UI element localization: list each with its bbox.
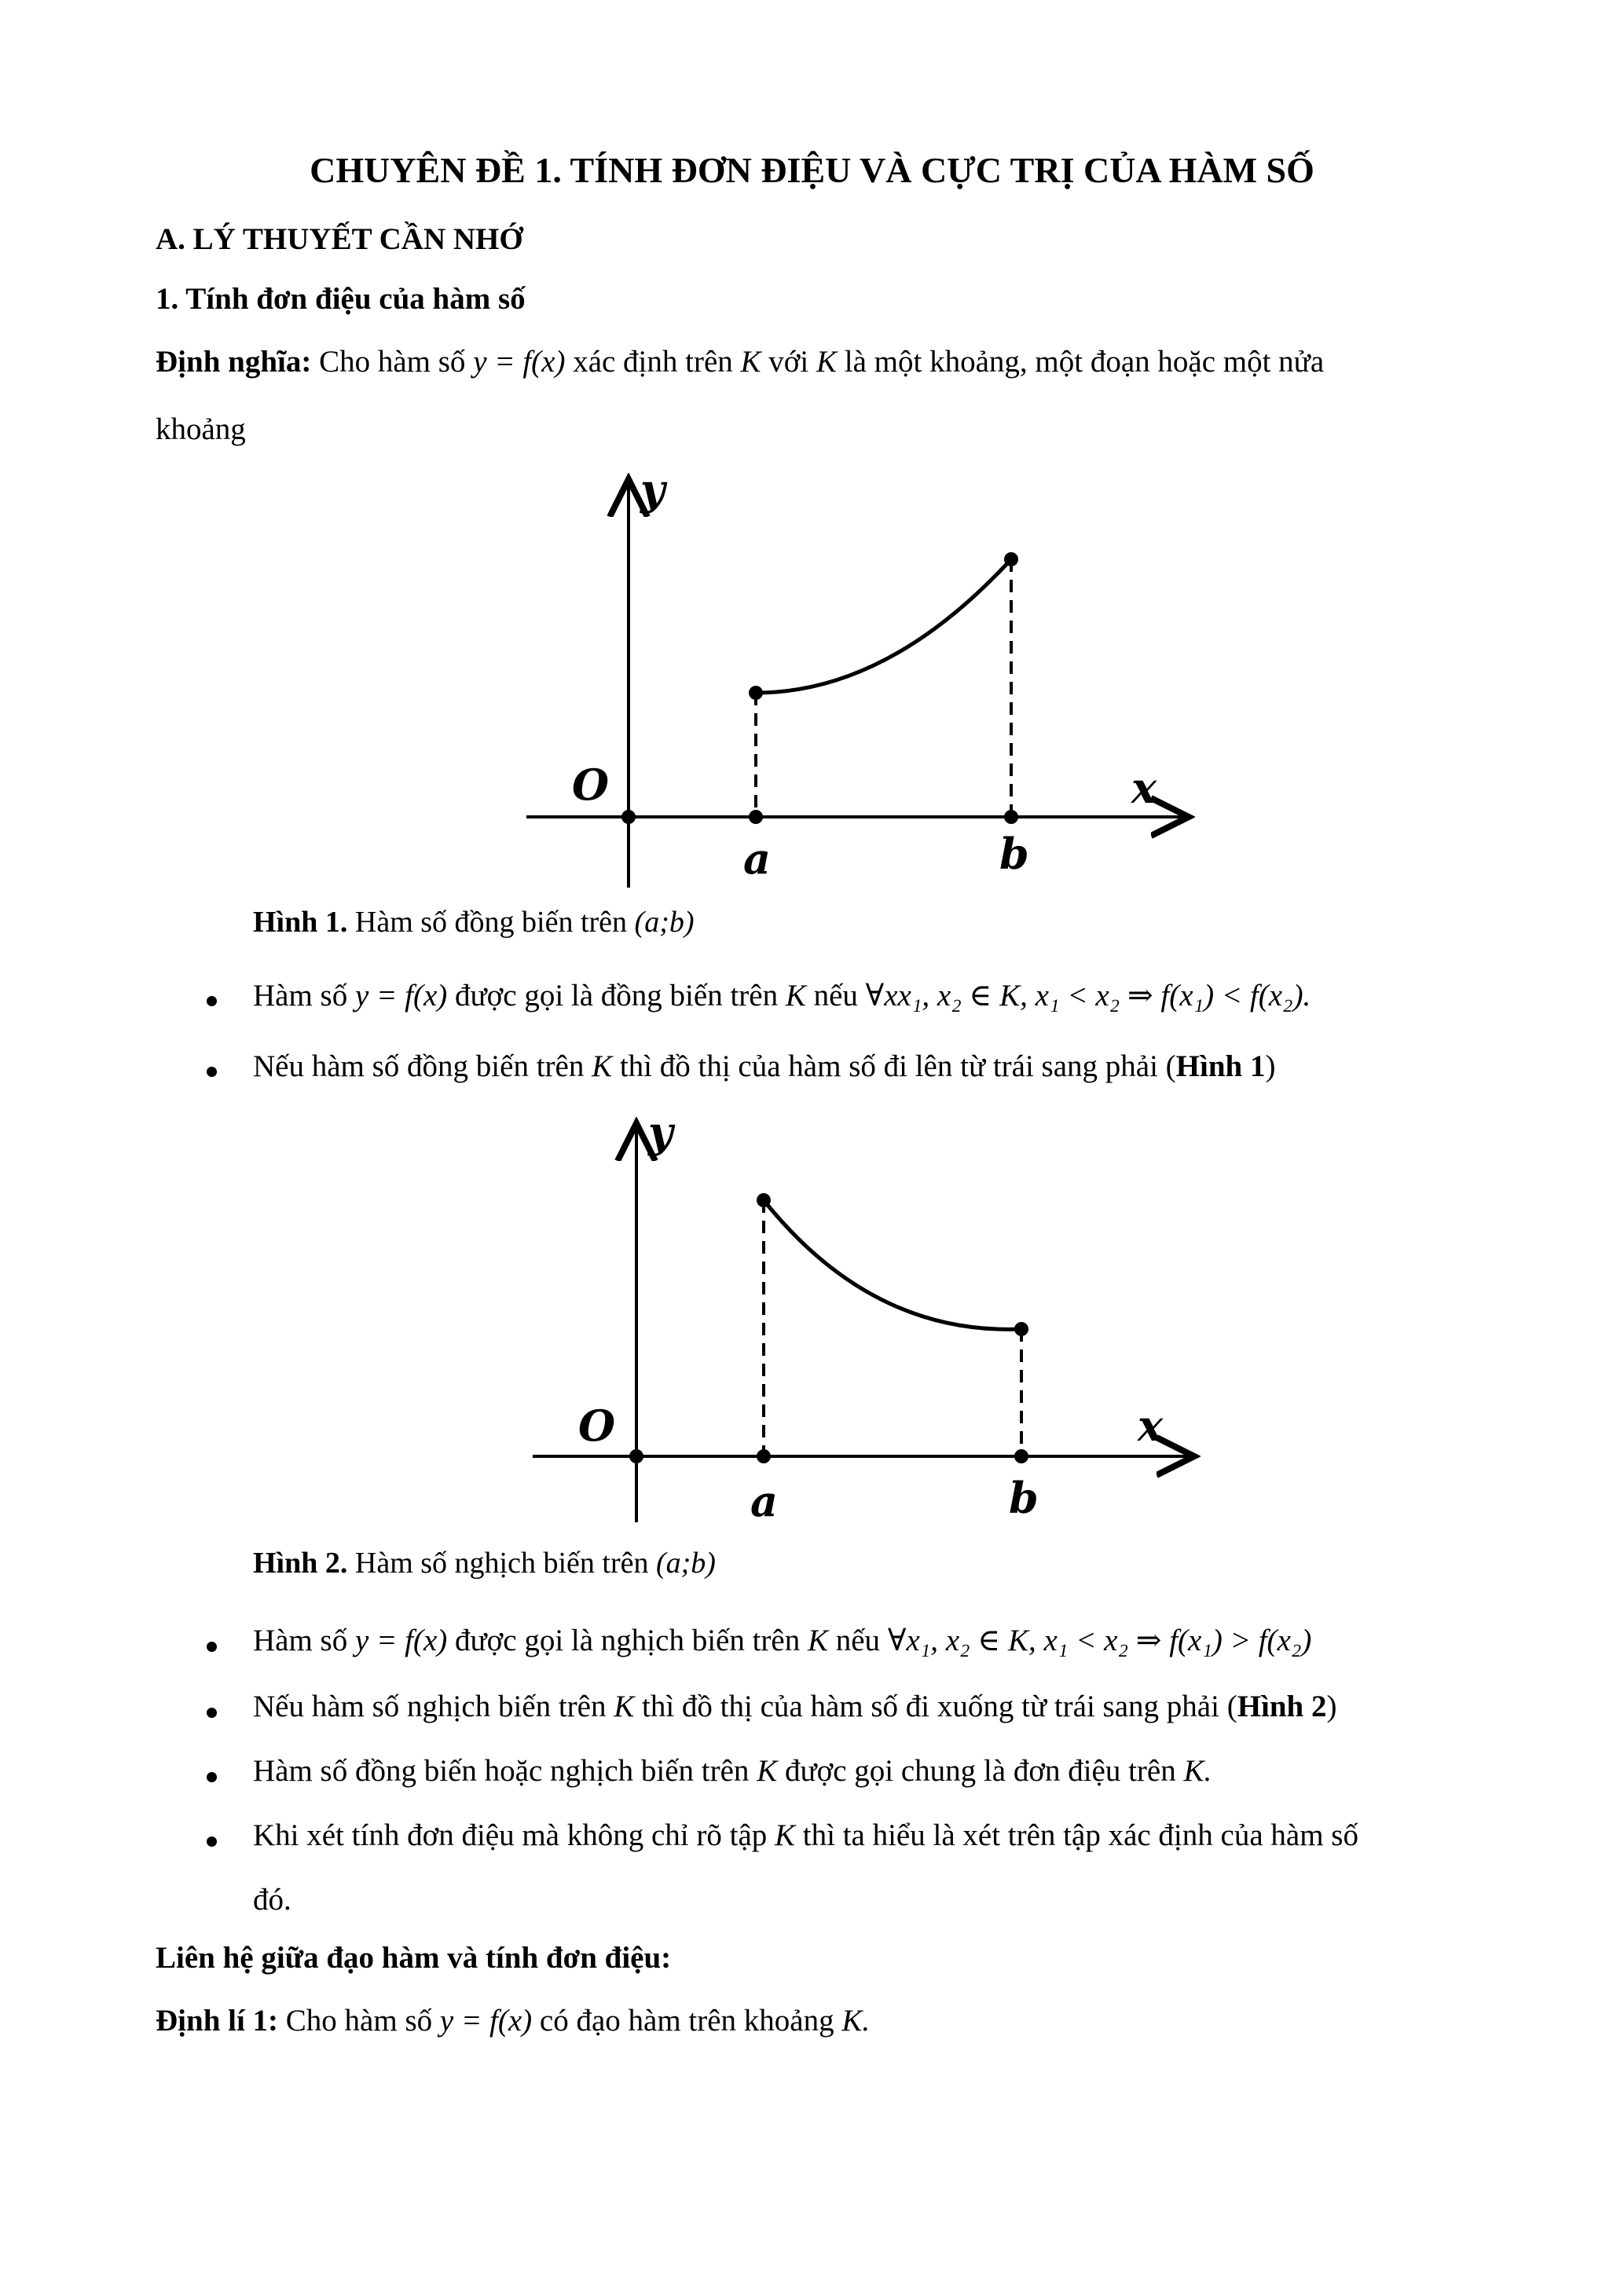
figure-1-caption-math: (a;b) [634,906,695,939]
curve-end-point [1004,552,1018,566]
figure-2-caption-text: Hàm số nghịch biến trên [347,1547,656,1580]
bullet-text: được gọi chung là đơn điệu trên [777,1754,1184,1788]
point-b [1004,810,1018,824]
theorem-1-math-2: K. [841,2004,871,2038]
bullet-text: Hàm số [253,979,355,1013]
point-a [757,1449,771,1463]
bullet-domain-note-line-2: đó. [253,1883,291,1917]
bullet-math: K [775,1818,796,1852]
origin-label: O [572,760,610,810]
origin-point [629,1449,643,1463]
bullet-math: y = f(x) [355,1624,448,1657]
bullet-text: nếu [828,1624,888,1657]
theorem-1-text-2: có đạo hàm trên khoảng [532,2004,842,2038]
definition-label: Định nghĩa: [156,345,312,379]
bullet-text: ) [1326,1690,1337,1723]
bullet-text: Nếu hàm số nghịch biến trên [253,1690,614,1723]
bullet-text: Hàm số [253,1624,355,1657]
tick-label-a: a [743,833,771,884]
bullet-math: K [757,1754,778,1788]
theorem-1-paragraph [156,2003,870,2038]
y-axis-label: y [648,1115,673,1157]
definition-math-2: K [740,345,761,379]
bullet-math: K [785,979,806,1013]
bullet-math: K. [1183,1754,1212,1788]
curve-start-point [749,686,763,700]
bullet-figure-ref: Hình 2 [1237,1690,1327,1723]
bullet-text: nếu [805,979,866,1013]
origin-point [621,810,636,824]
bullet-math: y = f(x) [355,979,448,1013]
bullet-dot [207,1642,217,1652]
bullet-math: ∀x [865,979,898,1013]
bullet-text: Khi xét tính đơn điệu mà không chỉ rõ tập [253,1818,775,1852]
bullet-increasing-definition [253,978,1311,1013]
point-a [749,810,763,824]
definition-text-3: với [761,345,817,379]
figure-1-caption [253,905,695,939]
bullet-text: thì đồ thị của hàm số đi lên từ trái sang phải ( [612,1049,1176,1083]
bullet-text: được gọi là đồng biến trên [447,979,786,1013]
bullet-increasing-graph [253,1049,1275,1084]
tick-label-b: b [999,829,1029,879]
tick-label-a: a [750,1476,778,1526]
point-b [1014,1449,1028,1463]
origin-label: O [578,1401,616,1451]
definition-text-4: là một khoảng, một đoạn hoặc một nửa [837,345,1325,379]
bullet-text: được gọi là nghịch biến trên [447,1624,808,1657]
figure-2-caption [253,1546,716,1580]
figure-1-caption-label: Hình 1. [253,906,348,939]
bullet-condition: x₁, x₂ ∈ K, x₁ < x₂ ⇒ f(x₁) < f(x₂). [897,979,1311,1013]
bullet-monotonic-term [253,1753,1212,1789]
figure-2-caption-label: Hình 2. [253,1547,348,1580]
bullet-dot [207,996,217,1006]
figure-2-decreasing-graph [526,1115,1234,1540]
tick-label-b: b [1009,1473,1039,1523]
decreasing-curve [764,1200,1021,1329]
bullet-dot [207,1772,217,1782]
bullet-dot [207,1836,217,1847]
bullet-dot [207,1708,217,1718]
section-heading-a: A. LÝ THUYẾT CẦN NHỚ [156,222,523,256]
bullet-math: K [614,1690,635,1723]
curve-start-point [757,1193,771,1207]
theorem-1-math-1: y = f(x) [439,2004,533,2038]
page-title: CHUYÊN ĐỀ 1. TÍNH ĐƠN ĐIỆU VÀ CỰC TRỊ CỦA HÀM SỐ [310,150,1314,190]
bullet-math: K [592,1049,613,1083]
y-axis-label: y [640,471,665,514]
bullet-dot [207,1067,217,1077]
x-axis-label: x [1131,763,1157,813]
theorem-1-label: Định lí 1: [156,2004,279,2038]
bullet-math: K [807,1624,828,1657]
definition-paragraph [156,344,1324,379]
figure-1-caption-text: Hàm số đồng biến trên [347,906,635,939]
definition-text-2: xác định trên [565,345,741,379]
bullet-decreasing-definition [253,1623,1311,1658]
figure-1-increasing-graph [519,471,1226,895]
bullet-condition: ∀x₁, x₂ ∈ K, x₁ < x₂ ⇒ f(x₁) > f(x₂) [887,1624,1312,1657]
definition-line-2: khoảng [156,412,246,446]
bullet-figure-ref: Hình 1 [1175,1049,1266,1083]
bullet-text: thì ta hiểu là xét trên tập xác định của hàm số [795,1818,1358,1852]
bullet-domain-note [253,1818,1358,1853]
definition-text-1: Cho hàm số [311,345,474,379]
bullet-text: ) [1265,1049,1276,1083]
x-axis-label: x [1138,1401,1164,1451]
bullet-text: Nếu hàm số đồng biến trên [253,1049,592,1083]
theorem-1-text-1: Cho hàm số [278,2004,440,2038]
increasing-curve [756,559,1011,693]
figure-2-caption-math: (a;b) [655,1547,716,1580]
definition-math-1: y = f(x) [473,345,566,379]
subsection-heading-1: 1. Tính đơn điệu của hàm số [156,282,526,316]
bullet-text: thì đồ thị của hàm số đi xuống từ trái sang phải ( [634,1690,1237,1723]
relation-heading: Liên hệ giữa đạo hàm và tính đơn điệu: [156,1941,672,1975]
definition-math-3: K [816,345,838,379]
curve-end-point [1014,1322,1028,1336]
bullet-decreasing-graph [253,1689,1337,1724]
bullet-text: Hàm số đồng biến hoặc nghịch biến trên [253,1754,757,1788]
